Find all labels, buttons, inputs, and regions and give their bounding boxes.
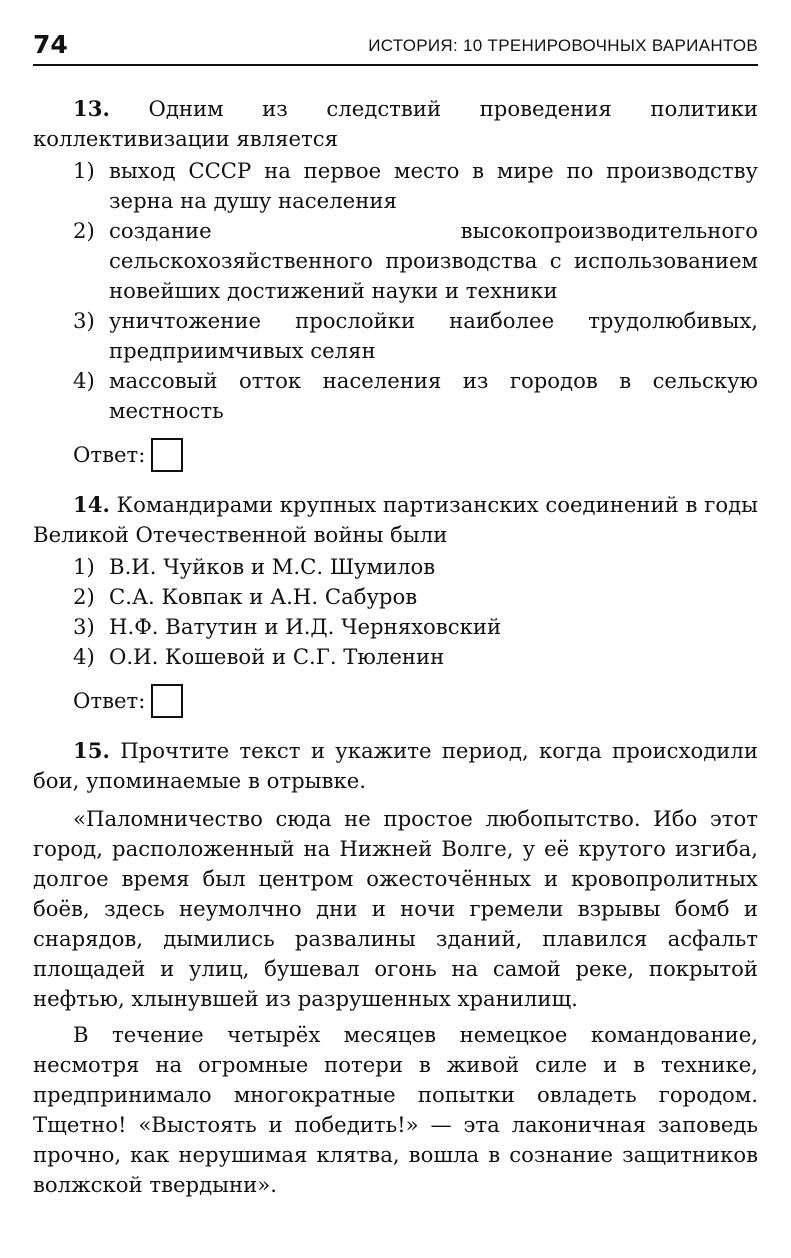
- option-number: 4): [73, 368, 95, 393]
- answer-row: [73, 438, 758, 472]
- option-number: 1): [73, 554, 95, 579]
- page-number: 74: [33, 30, 68, 59]
- question-stem: [33, 490, 758, 550]
- option-item[interactable]: [73, 306, 758, 366]
- options-list: [73, 156, 758, 426]
- option-number: 4): [73, 644, 95, 669]
- option-number: 3): [73, 614, 95, 639]
- running-title: ИСТОРИЯ: 10 ТРЕНИРОВОЧНЫХ ВАРИАНТОВ: [368, 36, 758, 55]
- option-text: массовый отток населения из городов в сельскую местность: [109, 368, 758, 423]
- option-text: С.А. Ковпак и А.Н. Сабуров: [109, 584, 418, 609]
- option-text: выход СССР на первое место в мире по производству зерна на душу населения: [109, 158, 758, 213]
- question-text: Одним из следствий проведения политики коллективизации является: [33, 96, 758, 151]
- answer-label: Ответ:: [73, 688, 146, 713]
- answer-row: [73, 684, 758, 718]
- question-stem: [33, 94, 758, 154]
- answer-box[interactable]: [151, 438, 183, 472]
- answer-box[interactable]: [151, 684, 183, 718]
- option-item[interactable]: [73, 216, 758, 306]
- option-number: 2): [73, 584, 95, 609]
- question-number: 13.: [73, 96, 110, 121]
- option-number: 2): [73, 218, 95, 243]
- question-text: Командирами крупных партизанских соединений в годы Великой Отечественной войны были: [33, 492, 758, 547]
- option-item[interactable]: [73, 552, 758, 582]
- option-item[interactable]: [73, 582, 758, 612]
- option-item[interactable]: [73, 642, 758, 672]
- option-text: О.И. Кошевой и С.Г. Тюленин: [109, 644, 445, 669]
- source-passage: [33, 804, 758, 1200]
- book-page: [33, 24, 758, 1200]
- option-item[interactable]: [73, 156, 758, 216]
- option-item[interactable]: [73, 612, 758, 642]
- passage-paragraph: В течение четырёх месяцев немецкое командование, несмотря на огромные потери в живой силе и в технике, предпринимало многократные попытки овладеть городом. Тщетно! «Выстоять и победить!» — эта лаконичная заповедь прочно, как нерушимая клятва, вошла в сознание защитников волжской твердыни».: [33, 1022, 758, 1197]
- option-text: уничтожение прослойки наиболее трудолюбивых, предприимчивых селян: [109, 308, 758, 363]
- question-number: 15.: [73, 738, 110, 763]
- page-body: [33, 94, 758, 1200]
- option-text: создание высокопроизводительного сельскохозяйственного производства с использованием новейших достижений науки и техники: [109, 218, 758, 303]
- passage-paragraph: «Паломничество сюда не простое любопытство. Ибо этот город, расположенный на Нижней Волге, у её крутого изгиба, долгое время был центром ожесточённых и кровопролитных боёв, здесь неумолчно дни и ночи гремели взрывы бомб и снарядов, дымились развалины зданий, плавился асфальт площадей и улиц, бушевал огонь на самой реке, покрытой нефтью, хлынувшей из разрушенных хранилищ.: [33, 806, 758, 1011]
- option-text: В.И. Чуйков и М.С. Шумилов: [109, 554, 436, 579]
- options-list: [73, 552, 758, 672]
- question-14: [33, 490, 758, 718]
- option-number: 1): [73, 158, 95, 183]
- answer-label: Ответ:: [73, 442, 146, 467]
- question-number: 14.: [73, 492, 110, 517]
- option-number: 3): [73, 308, 95, 333]
- question-stem: [33, 736, 758, 796]
- option-item[interactable]: [73, 366, 758, 426]
- page-header: [33, 24, 758, 66]
- option-text: Н.Ф. Ватутин и И.Д. Черняховский: [109, 614, 502, 639]
- question-13: [33, 94, 758, 472]
- question-text: Прочтите текст и укажите период, когда происходили бои, упоминаемые в отрывке.: [33, 738, 758, 793]
- question-15: [33, 736, 758, 1200]
